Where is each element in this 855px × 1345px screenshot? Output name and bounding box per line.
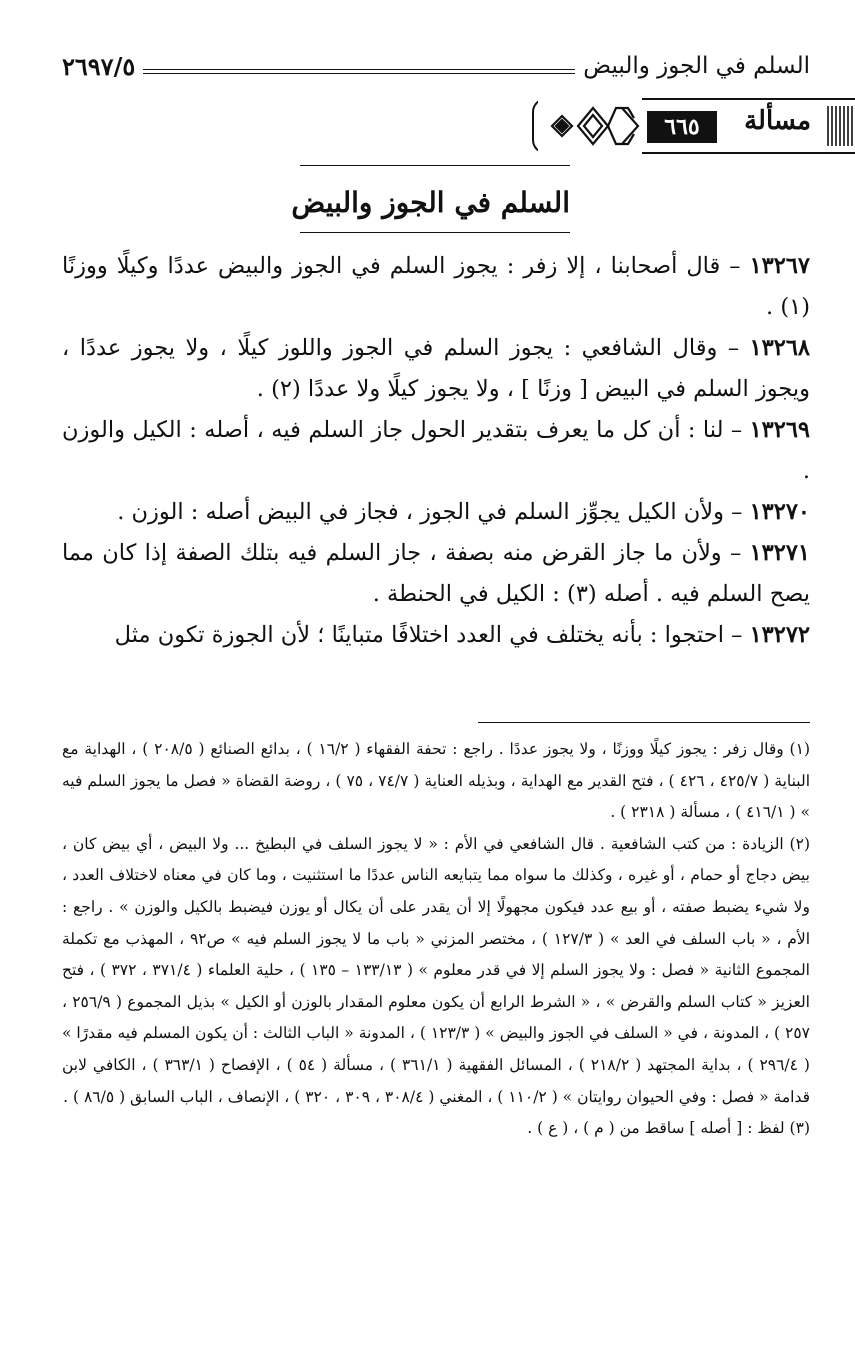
title-rule-bottom [300, 232, 570, 233]
paragraph [62, 328, 810, 410]
paragraph-text: – ولأن ما جاز القرض منه بصفة ، جاز السلم فيه بتلك الصفة إذا كان مما يصح السلم فيه . أصله (٣) : الكيل في الحنطة . [62, 540, 810, 607]
body-text [62, 246, 810, 656]
page-number: ٢٦٩٧/٥ [62, 51, 136, 81]
title-rule-top [300, 165, 570, 166]
geometric-ornament-icon [538, 96, 642, 156]
paragraph [62, 410, 810, 492]
masala-label: مسألة [744, 106, 811, 136]
footnote: (٢) الزيادة : من كتب الشافعية . قال الشافعي في الأم : « لا يجوز السلف في البطيخ ... ولا البيض ، أي بيض كان ، بيض دجاج أو حمام ، أو غيره ، وكذلك ما سواه مما يتبايعه الناس عددًا ما استثنيت ، وما كان في معناه لاختلاف العدد ، ولا شيء يضبط صفته ، أو بيع عدد فيكون مجهولًا إلا أن يقدر على أن يكال أو يوزن فيضبط بالكيل والوزن » . راجع : الأم ، « باب السلف في العد » ( ١٢٧/٣ ) ، مختصر المزني « باب ما لا يجوز السلم فيه » ص٩٢ ، المهذب مع تكملة المجموع الثانية « فصل : ولا يجوز السلم إلا في قدر معلوم » ( ١٣٣/١٣ – ١٣٥ ) ، حلية العلماء ( ٣٧١/٤ ، ٣٧٢ ) ، فتح العزيز « كتاب السلم والقرض » ، « الشرط الرابع أن يكون معلوم المقدار بالوزن أو الكيل » بذيل المجموع ( ٢٥٦/٩ ، ٢٥٧ ) ، المدونة ، في « السلف في الجوز والبيض » ( ١٢٣/٣ ) ، المدونة « الباب الثالث : أن يكون المسلم فيه مقدرًا » ( ٢٩٦/٤ ) ، بداية المجتهد ( ٢١٨/٢ ) ، المسائل الفقهية ( ٣٦١/١ ) ، مسألة ( ٥٤ ) ، الإفصاح ( ٣٦٣/١ ) ، الكافي لابن قدامة « فصل : وفي الحيوان روايتان » ( ١١٠/٢ ) ، المغني ( ٣٠٨/٤ ، ٣٠٩ ، ٣٢٠ ) ، الإنصاف ، الباب السابق ( ٨٦/٥ ) . [62, 834, 811, 1106]
header-rule [143, 69, 575, 74]
paragraph-number: ١٣٢٧٢ [749, 622, 810, 648]
paragraph-text: – وقال الشافعي : يجوز السلم في الجوز واللوز كيلًا ، ولا يجوز عددًا ، ويجوز السلم في البيض [ وزنًا ] ، ولا يجوز كيلًا ولا عددًا (٢) . [62, 335, 810, 402]
paragraph [62, 492, 810, 533]
paragraph-number: ١٣٢٧٠ [749, 499, 810, 525]
footnote: (١) وقال زفر : يجوز كيلًا ووزنًا ، ولا يجوز عددًا . راجع : تحفة الفقهاء ( ١٦/٢ ) ، بدائع الصنائع ( ٢٠٨/٥ ) ، الهداية مع البناية ( ٤٢٥/٧ ، ٤٢٦ ) ، فتح القدير مع الهداية ، وبذيله العناية ( ٧٤/٧ ، ٧٥ ) ، روضة القضاة « فصل ما يجوز السلم فيه » ( ٤١٦/١ ) ، مسألة ( ٢٣١٨ ) . [62, 740, 811, 822]
paragraph-number: ١٣٢٦٧ [749, 253, 810, 279]
paragraph [62, 615, 810, 656]
running-title: السلم في الجوز والبيض [583, 53, 810, 79]
masala-number: ٦٦٥ [647, 111, 717, 143]
paragraph-number: ١٣٢٦٩ [749, 417, 810, 443]
running-header [62, 44, 810, 88]
footnotes [62, 734, 810, 1145]
paragraph [62, 533, 810, 615]
paragraph-number: ١٣٢٦٨ [749, 335, 810, 361]
footnote: (٣) لفظ : [ أصله ] ساقط من ( م ) ، ( ع ) . [527, 1119, 810, 1138]
vertical-bars-icon [825, 106, 855, 146]
paragraph-text: – احتجوا : بأنه يختلف في العدد اختلافًا متباينًا ؛ لأن الجوزة تكون مثل [114, 622, 750, 648]
paragraph-text: – ولأن الكيل يجوِّز السلم في الجوز ، فجاز في البيض أصله : الوزن . [117, 499, 750, 525]
paragraph-text: – قال أصحابنا ، إلا زفر : يجوز السلم في الجوز والبيض عددًا وكيلًا ووزنًا (١) . [62, 253, 810, 320]
chapter-title: السلم في الجوز والبيض [291, 186, 570, 219]
paragraph-text: – لنا : أن كل ما يعرف بتقدير الحول جاز السلم فيه ، أصله : الكيل والوزن . [62, 417, 810, 484]
paragraph [62, 246, 810, 328]
paragraph-number: ١٣٢٧١ [749, 540, 810, 566]
footnote-separator [478, 722, 810, 723]
